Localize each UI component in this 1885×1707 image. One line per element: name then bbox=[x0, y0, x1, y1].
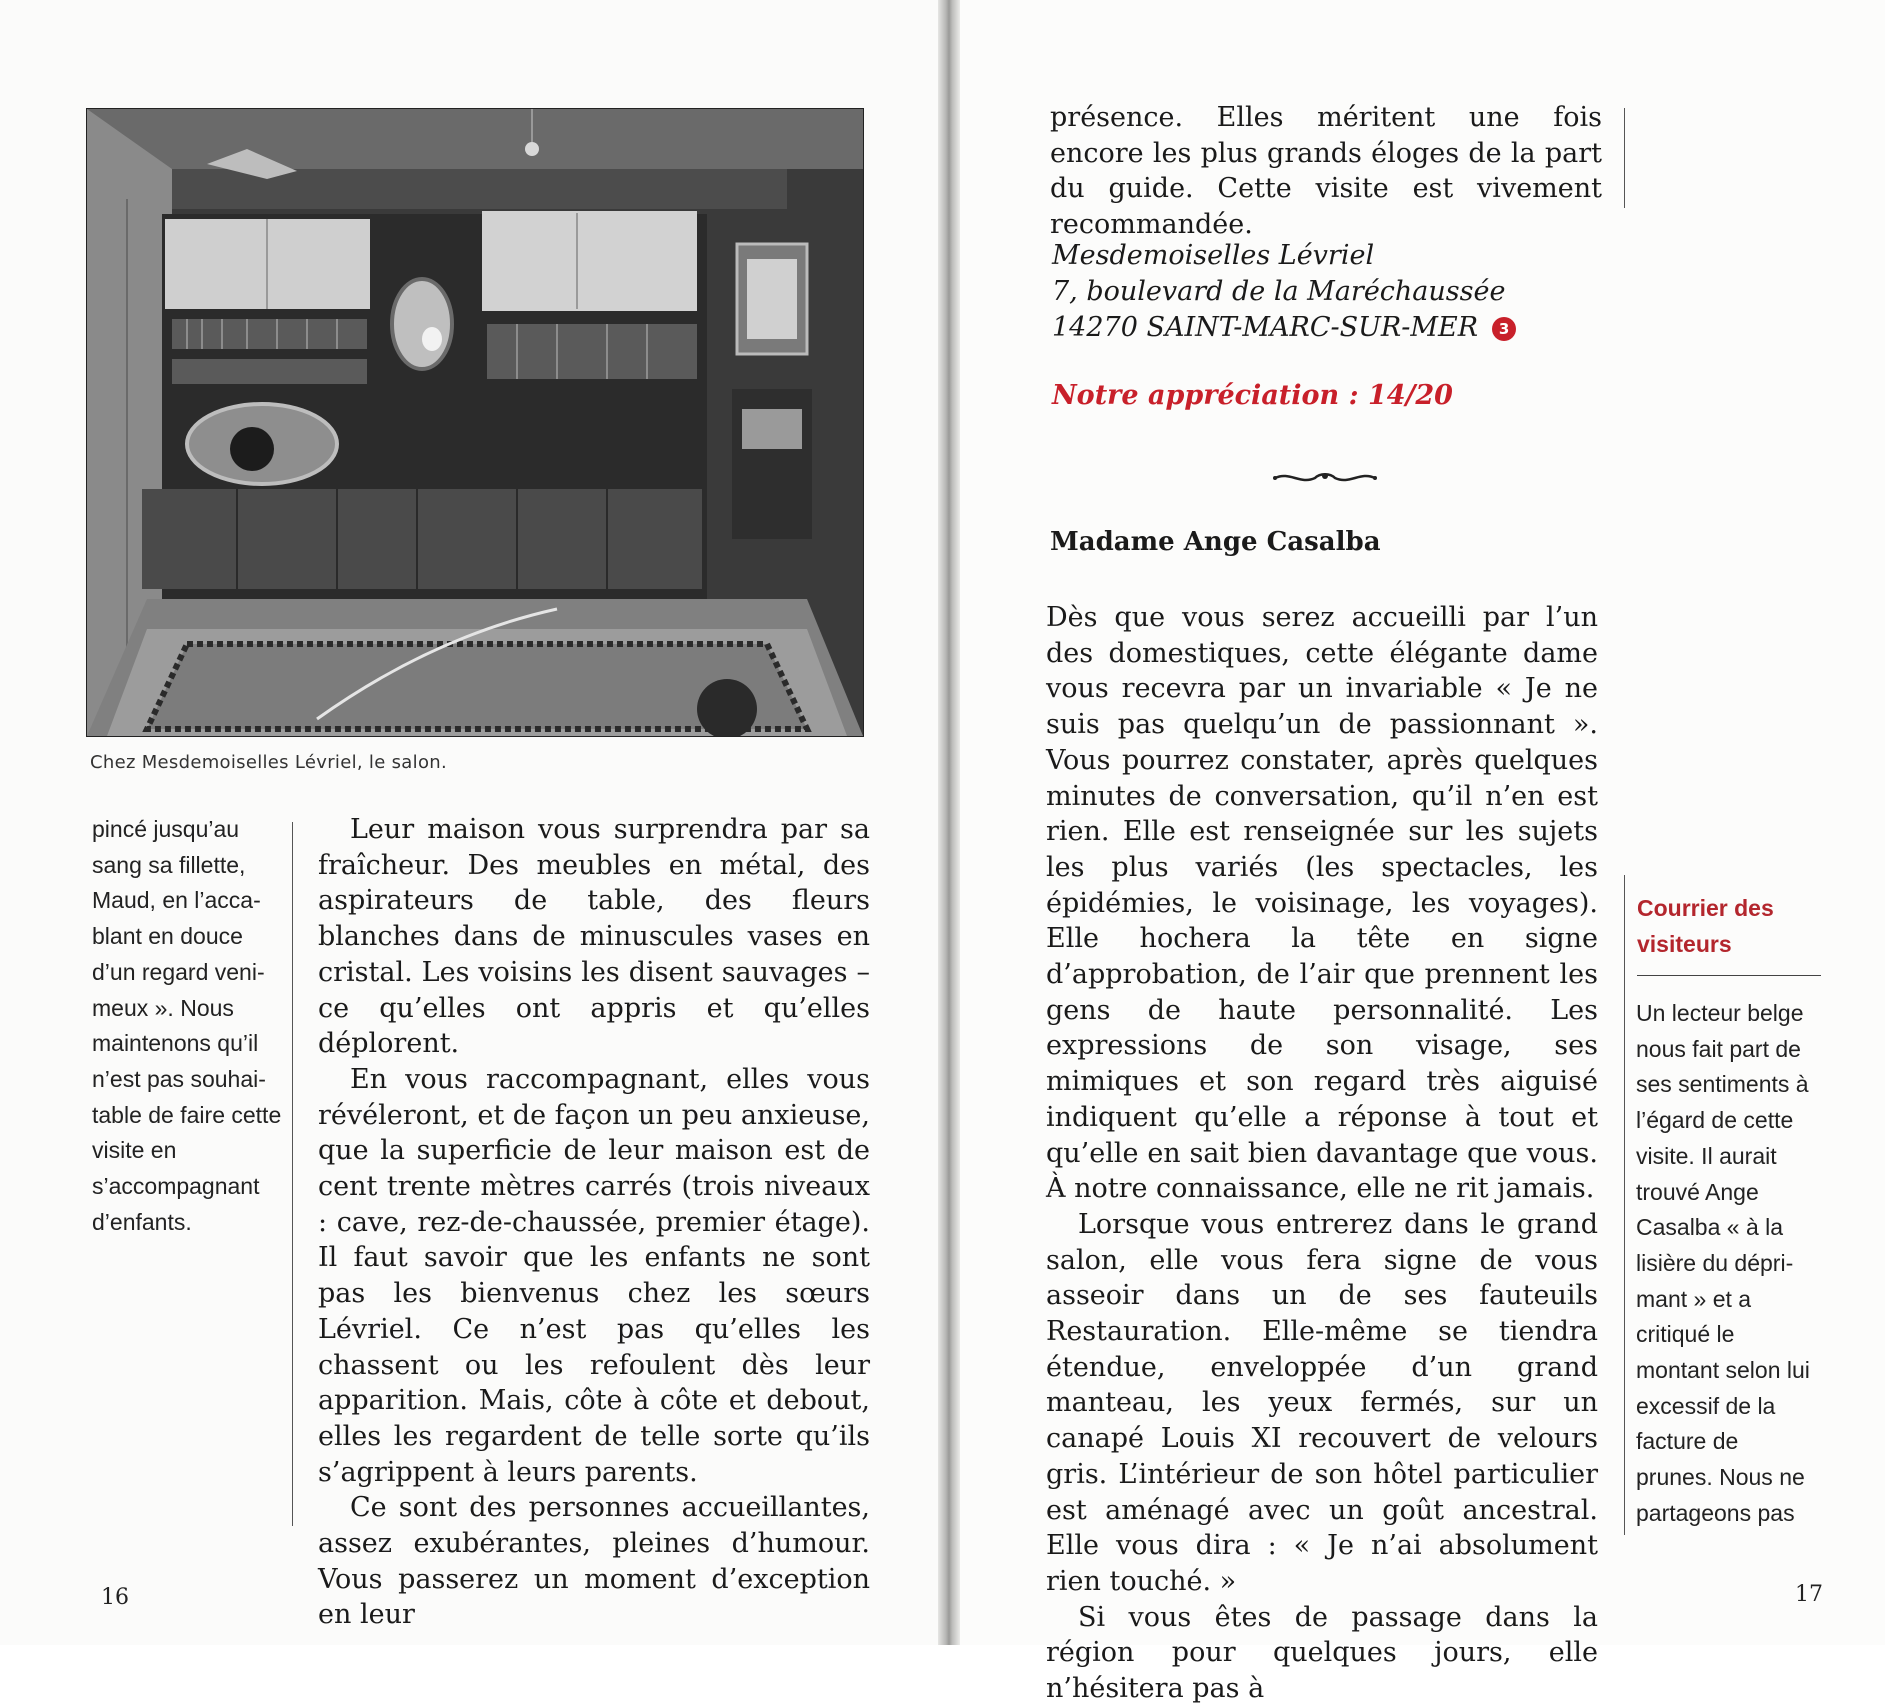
right-main-text bbox=[1046, 600, 1598, 1707]
right-paragraph: Dès que vous serez accueilli par l’un des domestiques, cette élégante dame vous recevra par un invariable « Je ne suis pas quelqu’un de passionnant ». Vous pourrez constater, après quelques minutes de conversation, qu’il n’en est rien. Elle est renseignée sur les sujets les plus variés (les spectacles, les épidémies, le voisinage, les voyages). Elle hochera la tête en signe d’approbation, de l’air que prennent les gens de haute personnalité. Les expressions de son visage, ses mimiques et son regard très aiguisé indiquent qu’elle a réponse à tout et qu’elle en sait bien davantage que vous. À notre connaissance, elle ne rit jamais. bbox=[1046, 602, 1598, 1205]
right-continuation: présence. Elles méritent une fois encore les plus grands éloges de la part du guide. Cette visite est vivement recommandée. bbox=[1050, 102, 1602, 241]
left-main-text bbox=[318, 812, 870, 1633]
map-marker-icon: 3 bbox=[1492, 317, 1516, 341]
book-gutter bbox=[938, 0, 960, 1645]
rating: Notre appréciation : 14/20 bbox=[1052, 380, 1453, 411]
right-top-text bbox=[1050, 100, 1602, 243]
section-title: Madame Ange Casalba bbox=[1050, 527, 1381, 557]
left-sidenote: pincé jusqu’au sang sa fillette, Maud, en l’acca-blant en douce d’un regard veni-meux ». Nous maintenons qu’il n’est pas souhai-table de faire cette visite en s’accompagnant d’enfants. bbox=[92, 816, 282, 1235]
left-paragraph: Leur maison vous surprendra par sa fraîcheur. Des meubles en métal, des aspirateurs de table, des fleurs blanches dans de minuscules vases en cristal. Les voisins les disent sauvages – ce qu’elles ont appris et qu’elles déplorent. bbox=[318, 814, 870, 1060]
right-top-rule bbox=[1624, 108, 1625, 208]
page-number-left: 16 bbox=[101, 1585, 129, 1610]
left-column-rule bbox=[292, 822, 293, 1526]
sidebar-title: Courrier des visiteurs bbox=[1637, 895, 1774, 957]
address-city-line bbox=[1052, 310, 1572, 346]
right-paragraph: Lorsque vous entrerez dans le grand salon, elle vous fera signe de vous asseoir dans un de ses fauteuils Restauration. Elle-même se tiendra étendue, enveloppée d’un grand manteau, les yeux fermés, sur un canapé Louis XI recouvert de velours gris. L’intérieur de son hôtel particulier est aménagé avec un goût ancestral. Elle vous dira : « Je n’ai absolument rien touché. » bbox=[1046, 1208, 1598, 1597]
right-column-rule bbox=[1624, 875, 1625, 1535]
photo-caption: Chez Mesdemoiselles Lévriel, le salon. bbox=[90, 752, 447, 773]
address-name: Mesdemoiselles Lévriel bbox=[1052, 240, 1375, 271]
address-street: 7, boulevard de la Maréchaussée bbox=[1052, 276, 1506, 307]
salon-photo-drawing bbox=[87, 109, 863, 736]
left-paragraph: En vous raccompagnant, elles vous révéleront, et de façon un peu anxieuse, que la superficie de leur maison est de cent trente mètres carrés (trois niveaux : cave, rez-de-chaussée, premier étage). Il faut savoir que les enfants ne sont pas les bienvenus chez les sœurs Lévriel. Ce n’est pas qu’elles les chassent ou les refoulent dès leur apparition. Mais, côte à côte et debout, elles les regardent de telle sorte qu’ils s’agrippent à leurs parents. bbox=[318, 1063, 870, 1488]
sidebar-rule bbox=[1637, 975, 1821, 976]
right-paragraph: Si vous êtes de passage dans la région pour quelques jours, elle n’hésitera pas à bbox=[1046, 1601, 1598, 1705]
sidebar-text: Un lecteur belge nous fait part de ses sentiments à l’égard de cette visite. Il aurait trouvé Ange Casalba « à la lisière du dépri-mant » et a critiqué le montant selon lui excessif de la facture de prunes. Nous ne partageons pas bbox=[1636, 1000, 1810, 1526]
ornament-divider-icon bbox=[1270, 468, 1380, 488]
page-number-right: 17 bbox=[1795, 1582, 1823, 1607]
address-block bbox=[1052, 238, 1572, 346]
address-city: 14270 SAINT-MARC-SUR-MER bbox=[1052, 312, 1479, 343]
salon-photo bbox=[86, 108, 864, 737]
left-paragraph: Ce sont des personnes accueillantes, assez exubérantes, pleines d’humour. Vous passerez un moment d’exception en leur bbox=[318, 1492, 870, 1631]
